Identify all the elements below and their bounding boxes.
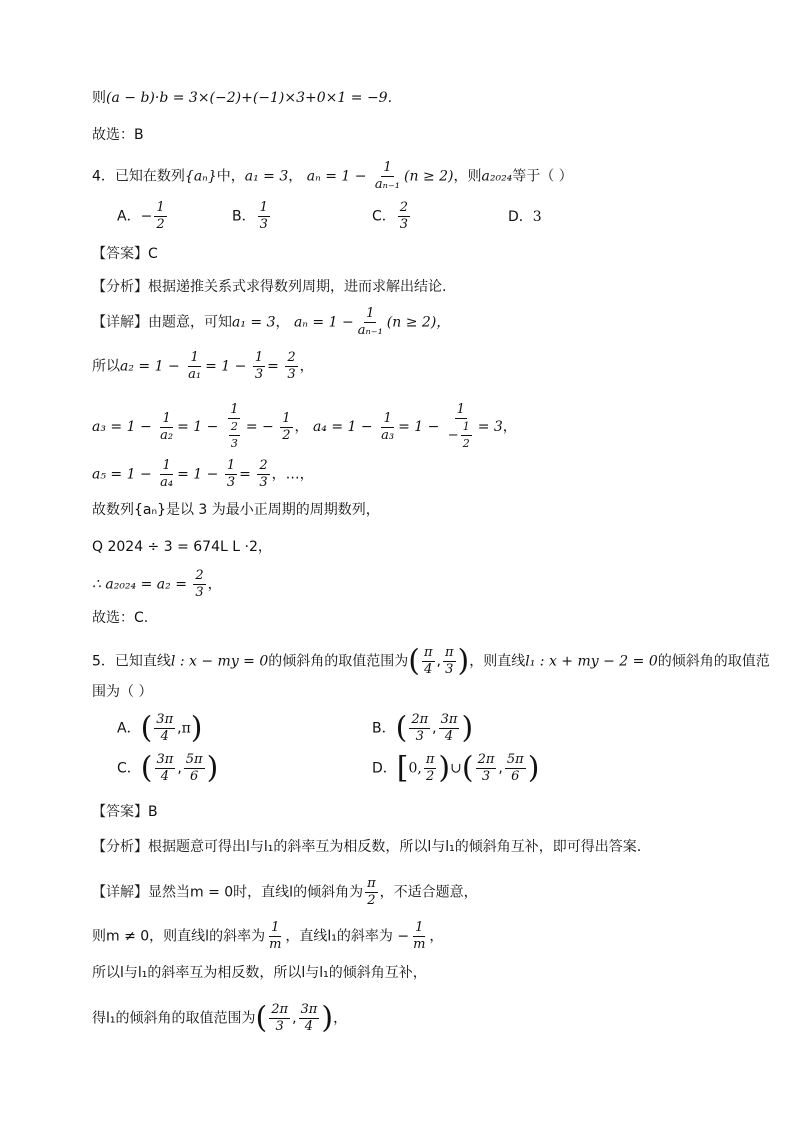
- q4-a3-frac1: $\frac{1}{\text{a₂}}$: [160, 410, 174, 443]
- q4-sep: ，: [288, 168, 303, 185]
- q4-d2-cond: (n ≥ 2)，: [386, 314, 451, 331]
- q4-ask-end: 等于（ ）: [512, 168, 573, 185]
- q4-ask: ，则: [453, 168, 482, 185]
- q4-div-line: Q 2024 ÷ 3 = 674L L ·2，: [92, 539, 272, 555]
- q4-a2-frac2: $\frac{1}{3}$: [254, 350, 264, 382]
- q4-option-c: [372, 200, 412, 233]
- q4-a2-line: 所以a₂ = 1 − $\frac{1}{\text{a₁}}$ = 1 − $\frac{1}{3}$ = $\frac{2}{3}$ ，: [92, 350, 314, 382]
- q4-d2-den: aₙ₋₁: [357, 323, 383, 338]
- q4-a3-a4-line: a₃ = 1 − $\frac{1}{\text{a₂}}$ = 1 − $\frac{1}{\frac{2}{3}}$ = − $\frac{1}{2}$ ， a₄ = 1 − $\frac{1}{\text{a₃}}$ = 1 − 1 − $\frac{1}{2}$ = 3，: [92, 402, 517, 450]
- q5-stem-pre: 5．已知直线: [92, 653, 171, 670]
- q4-d2-frac: [356, 306, 385, 339]
- q4-a4-frac2: 1 − $\frac{1}{2}$: [447, 402, 470, 450]
- q4-d2-left: aₙ = 1 −: [293, 314, 354, 331]
- q4-a2-eq: =: [267, 358, 279, 375]
- q4-option-c-frac: [398, 200, 410, 233]
- q4-d1: a₁ = 3: [232, 314, 276, 331]
- q4-a3-frac2: $\frac{1}{\frac{2}{3}}$: [230, 402, 239, 450]
- q5-stem-1: 5．已知直线l : x − my = 0的倾斜角的取值范围为( $\frac{\pi}{4}$ , $\frac{\pi}{3}$ )，则直线l₁ : x + my − 2 = 0的倾斜角的取值范: [92, 643, 770, 679]
- q4-analysis-tag: 【分析】: [92, 279, 148, 295]
- q5-range-frac1: $\frac{\pi}{4}$: [423, 645, 433, 677]
- q4-rule-den: aₙ₋₁: [374, 177, 401, 192]
- q4-option-d-label: D．: [508, 209, 533, 225]
- q4-period: 故数列{aₙ}是以 3 为最小正周期的周期数列，: [92, 502, 380, 518]
- q5-detail1-text: 显然当m = 0时，直线l的倾斜角为: [148, 884, 364, 901]
- q5-detail-4: 得l₁的倾斜角的取值范围为( $\frac{2\pi}{3}$ , $\frac{3\pi}{4}$ )，: [92, 1000, 348, 1036]
- q5-analysis-tag: 【分析】: [92, 839, 148, 855]
- q4-answer-tag: 【答案】: [92, 246, 148, 262]
- q5-detail2-a: 则m ≠ 0，则直线l的斜率为: [92, 928, 266, 945]
- q4-option-a-sign: −: [140, 208, 153, 225]
- q4-detail-tag: 【详解】: [92, 314, 148, 331]
- q5-analysis-text: 根据题意可得出l与l₁的斜率互为相反数，所以l与l₁的倾斜角互补，即可得出答案.: [148, 839, 642, 855]
- q4-detail-start: 【详解】由题意，可知a₁ = 3， aₙ = 1 − $\frac{1}{\text{aₙ₋₁}}$ (n ≥ 2)，: [92, 306, 451, 338]
- q4-a2-frac1: $\frac{1}{\text{a₁}}$: [188, 350, 202, 382]
- q4-option-c-den: 3: [399, 217, 409, 232]
- q4-d2-num: 1: [366, 306, 375, 321]
- q4-option-d-text: 3: [532, 209, 542, 225]
- q4-option-a-label: A．: [117, 208, 141, 225]
- q5-detail-2: [92, 920, 443, 953]
- q5-answer: [92, 802, 158, 822]
- q4-a5-frac2: $\frac{1}{3}$: [226, 458, 236, 490]
- q4-option-a-den: 2: [156, 217, 165, 232]
- q4-option-b-den: 3: [259, 217, 268, 232]
- q4-detail-start-text: 由题意，可知: [148, 314, 232, 331]
- q4-option-a-frac: [154, 200, 166, 233]
- q4-a5-line: a₅ = 1 − $\frac{1}{\text{a₄}}$ = 1 − $\frac{1}{3}$ = $\frac{2}{3}$ ，…，: [92, 458, 314, 490]
- q5-detail4-end: ，: [333, 1010, 348, 1027]
- q5-option-a: A．( $\frac{3\pi}{4}$ ,π): [117, 710, 203, 746]
- q4-a3-result: $\frac{1}{2}$: [282, 410, 291, 443]
- intro-prefix: 则: [92, 90, 106, 106]
- q5-detail-1: [92, 876, 478, 909]
- q4-answer: [92, 244, 158, 264]
- q4-therefore: ∴ a₂₀₂₄ = a₂ = $\frac{2}{3}$ ，: [92, 568, 222, 600]
- q4-stem: [92, 160, 573, 193]
- q4-a3-left: a₃ = 1 −: [92, 419, 152, 435]
- q4-final: 故选：C.: [92, 610, 149, 626]
- q5-stem-end: 的倾斜角的取值范: [657, 653, 770, 670]
- q5-stem-2: 围为（ ）: [92, 684, 153, 700]
- q4-option-a: [117, 200, 169, 233]
- q5-detail4-a: 得l₁的倾斜角的取值范围为: [92, 1010, 256, 1027]
- q4-option-b-frac: [258, 200, 270, 233]
- q5-stem-post: ，则直线: [469, 653, 526, 670]
- q5-stem-mid: 的倾斜角的取值范围为: [268, 653, 409, 670]
- q4-rule-frac: [373, 160, 402, 193]
- q4-a4-frac1: $\frac{1}{\text{a₃}}$: [381, 410, 395, 443]
- q4-a2-result: $\frac{2}{3}$: [287, 350, 296, 382]
- q4-option-c-label: C．: [372, 208, 396, 225]
- q4-seq: {aₙ}: [184, 168, 217, 185]
- q4-option-b-num: 1: [259, 200, 268, 215]
- q4-comma-dots: ，…，: [271, 466, 314, 483]
- q4-rule-left: aₙ = 1 −: [306, 168, 367, 185]
- q5-detail2-end: ，: [429, 928, 444, 945]
- q4-a4-left: a₄ = 1 −: [312, 419, 373, 435]
- q5-detail1-frac: $\frac{\pi}{2}$: [367, 876, 376, 908]
- q4-option-b-label: B．: [232, 208, 256, 225]
- q4-a5-result: $\frac{2}{3}$: [259, 458, 268, 490]
- q5-detail1-end: ，不适合题意，: [379, 884, 478, 901]
- q5-detail2-b: ，直线l₁的斜率为 −: [285, 928, 410, 945]
- q4-a2-pre: 所以: [92, 358, 120, 375]
- q5-option-b: B．( $\frac{2\pi}{3}$ , $\frac{3\pi}{4}$ ): [372, 710, 474, 746]
- q5-option-c-label: C．: [117, 760, 141, 777]
- q4-analysis-text: 根据递推关系式求得数列周期，进而求解出结论.: [148, 279, 447, 295]
- q4-mid: 中，: [216, 168, 245, 185]
- q5-option-a-label: A．: [117, 720, 141, 737]
- q4-option-b: [232, 200, 272, 233]
- q4-therefore-frac: $\frac{2}{3}$: [195, 568, 204, 600]
- q4-answer-value: C: [148, 246, 158, 262]
- q5-line-l1: l₁ : x + my − 2 = 0: [525, 653, 658, 670]
- q5-answer-value: B: [148, 804, 158, 820]
- q4-a5-frac1: $\frac{1}{\text{a₄}}$: [160, 458, 174, 490]
- q5-answer-tag: 【答案】: [92, 804, 148, 820]
- q4-option-a-num: 1: [156, 200, 165, 215]
- q4-rule-cond: (n ≥ 2): [404, 168, 454, 185]
- q5-option-d: D．[0, $\frac{\pi}{2}$ )∪( $\frac{2\pi}{3}$ , $\frac{5\pi}{6}$ ): [372, 750, 540, 786]
- q4-therefore-text: ∴ a₂₀₂₄ = a₂ =: [92, 576, 187, 593]
- q4-analysis: [92, 277, 446, 297]
- q4-option-d: [508, 206, 542, 226]
- q5-line-l: l : x − my = 0: [170, 653, 269, 670]
- q4-a5-left: a₅ = 1 −: [92, 466, 152, 483]
- q5-range-frac2: $\frac{\pi}{3}$: [444, 645, 454, 677]
- intro-calc-line: [92, 88, 392, 108]
- q5-detail2-frac2: $\frac{1}{m}$: [413, 920, 426, 952]
- q5-analysis: [92, 837, 641, 857]
- q4-a2-mid: = 1 −: [205, 358, 247, 375]
- q5-option-c: C．( $\frac{3\pi}{4}$ , $\frac{5\pi}{6}$ ): [117, 750, 219, 786]
- q4-a1: a₁ = 3: [244, 168, 289, 185]
- q5-option-b-label: B．: [372, 720, 396, 737]
- q5-detail2-frac1: $\frac{1}{m}$: [269, 920, 282, 952]
- q5-detail-3: 所以l与l₁的斜率互为相反数，所以l与l₁的倾斜角互补，: [92, 965, 427, 981]
- q5-option-d-label: D．: [372, 760, 397, 777]
- q4-rule-num: 1: [383, 160, 392, 175]
- q4-option-c-num: 2: [399, 200, 409, 215]
- q4-stem-pre: 4．已知在数列: [92, 168, 185, 185]
- q4-a2-left: a₂ = 1 −: [120, 358, 180, 375]
- q4-target: a₂₀₂₄: [481, 168, 513, 185]
- q5-detail-tag: 【详解】: [92, 884, 148, 901]
- prev-choice: 故选：B: [92, 127, 144, 143]
- intro-expression: (a − b)·b = 3×(−2)+(−1)×3+0×1 = −9.: [106, 90, 393, 106]
